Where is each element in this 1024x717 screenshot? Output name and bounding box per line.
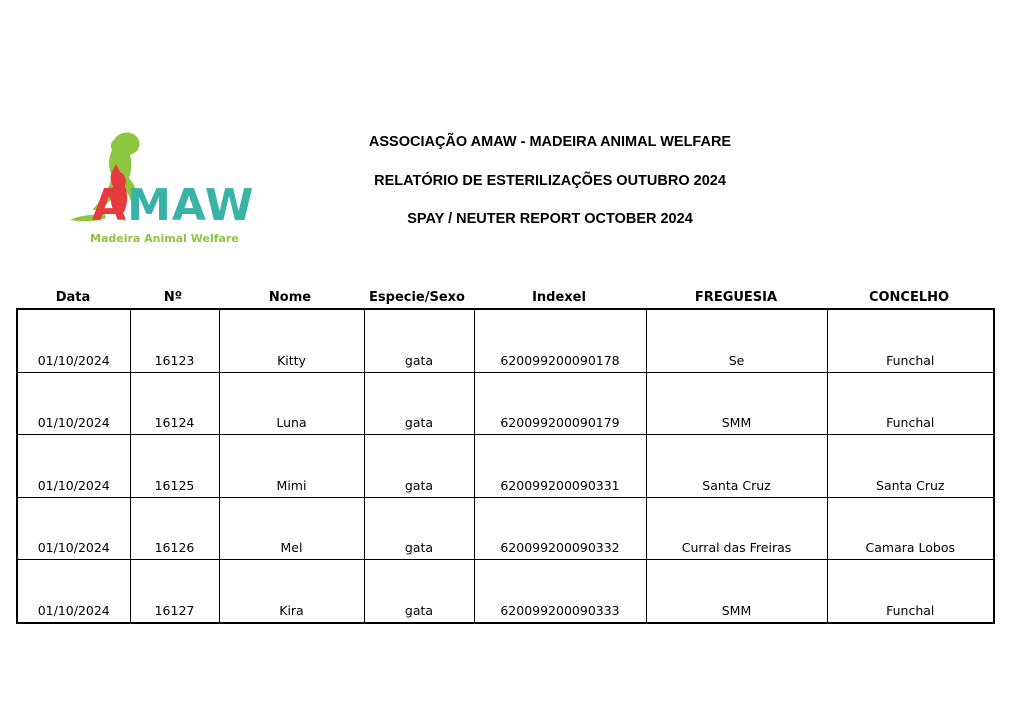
column-header-numero: Nº bbox=[163, 290, 183, 305]
cell-nome: Kira bbox=[219, 560, 364, 623]
cell-data: 01/10/2024 bbox=[17, 497, 130, 560]
cell-especie-sexo: gata bbox=[364, 560, 474, 623]
report-title-pt: RELATÓRIO DE ESTERILIZAÇÕES OUTUBRO 2024 bbox=[374, 172, 726, 189]
table-row bbox=[17, 309, 994, 372]
cell-freguesia: Santa Cruz bbox=[646, 435, 827, 498]
report-header bbox=[300, 131, 800, 247]
cell-numero: 16127 bbox=[130, 560, 219, 623]
sterilization-table bbox=[16, 308, 995, 624]
cell-nome: Luna bbox=[219, 372, 364, 435]
cell-numero: 16123 bbox=[130, 309, 219, 372]
cell-concelho: Funchal bbox=[827, 372, 994, 435]
association-title: ASSOCIAÇÃO AMAW - MADEIRA ANIMAL WELFARE bbox=[368, 134, 732, 150]
cell-data: 01/10/2024 bbox=[17, 560, 130, 623]
column-header-data: Data bbox=[55, 290, 91, 305]
report-title-en: SPAY / NEUTER REPORT OCTOBER 2024 bbox=[407, 211, 693, 227]
cell-freguesia: SMM bbox=[646, 372, 827, 435]
cell-numero: 16125 bbox=[130, 435, 219, 498]
cell-freguesia: SMM bbox=[646, 560, 827, 623]
cell-nome: Mel bbox=[219, 497, 364, 560]
column-header-nome: Nome bbox=[268, 290, 312, 305]
cell-concelho: Camara Lobos bbox=[827, 497, 994, 560]
column-header-freguesia: FREGUESIA bbox=[694, 290, 778, 305]
cell-numero: 16124 bbox=[130, 372, 219, 435]
cell-concelho: Funchal bbox=[827, 309, 994, 372]
cell-data: 01/10/2024 bbox=[17, 372, 130, 435]
cell-concelho: Santa Cruz bbox=[827, 435, 994, 498]
column-header-especie-sexo: Especie/Sexo bbox=[369, 290, 465, 305]
cell-numero: 16126 bbox=[130, 497, 219, 560]
cell-indexel: 620099200090178 bbox=[474, 309, 646, 372]
amaw-logo bbox=[62, 128, 255, 252]
cell-especie-sexo: gata bbox=[364, 309, 474, 372]
cell-freguesia: Curral das Freiras bbox=[646, 497, 827, 560]
cell-indexel: 620099200090331 bbox=[474, 435, 646, 498]
column-header-concelho: CONCELHO bbox=[868, 290, 950, 305]
cell-indexel: 620099200090333 bbox=[474, 560, 646, 623]
column-header-indexel: Indexel bbox=[532, 290, 586, 305]
cell-data: 01/10/2024 bbox=[17, 435, 130, 498]
cell-indexel: 620099200090179 bbox=[474, 372, 646, 435]
cell-especie-sexo: gata bbox=[364, 497, 474, 560]
table-header bbox=[16, 288, 992, 308]
table-row bbox=[17, 497, 994, 560]
cell-data: 01/10/2024 bbox=[17, 309, 130, 372]
table-row bbox=[17, 372, 994, 435]
cell-indexel: 620099200090332 bbox=[474, 497, 646, 560]
logo-wordmark: AMAW bbox=[92, 180, 255, 231]
cell-especie-sexo: gata bbox=[364, 435, 474, 498]
table-row bbox=[17, 560, 994, 623]
logo-subtitle: Madeira Animal Welfare bbox=[90, 232, 239, 245]
table-row bbox=[17, 435, 994, 498]
cell-nome: Kitty bbox=[219, 309, 364, 372]
cell-nome: Mimi bbox=[219, 435, 364, 498]
cell-especie-sexo: gata bbox=[364, 372, 474, 435]
cell-freguesia: Se bbox=[646, 309, 827, 372]
cell-concelho: Funchal bbox=[827, 560, 994, 623]
